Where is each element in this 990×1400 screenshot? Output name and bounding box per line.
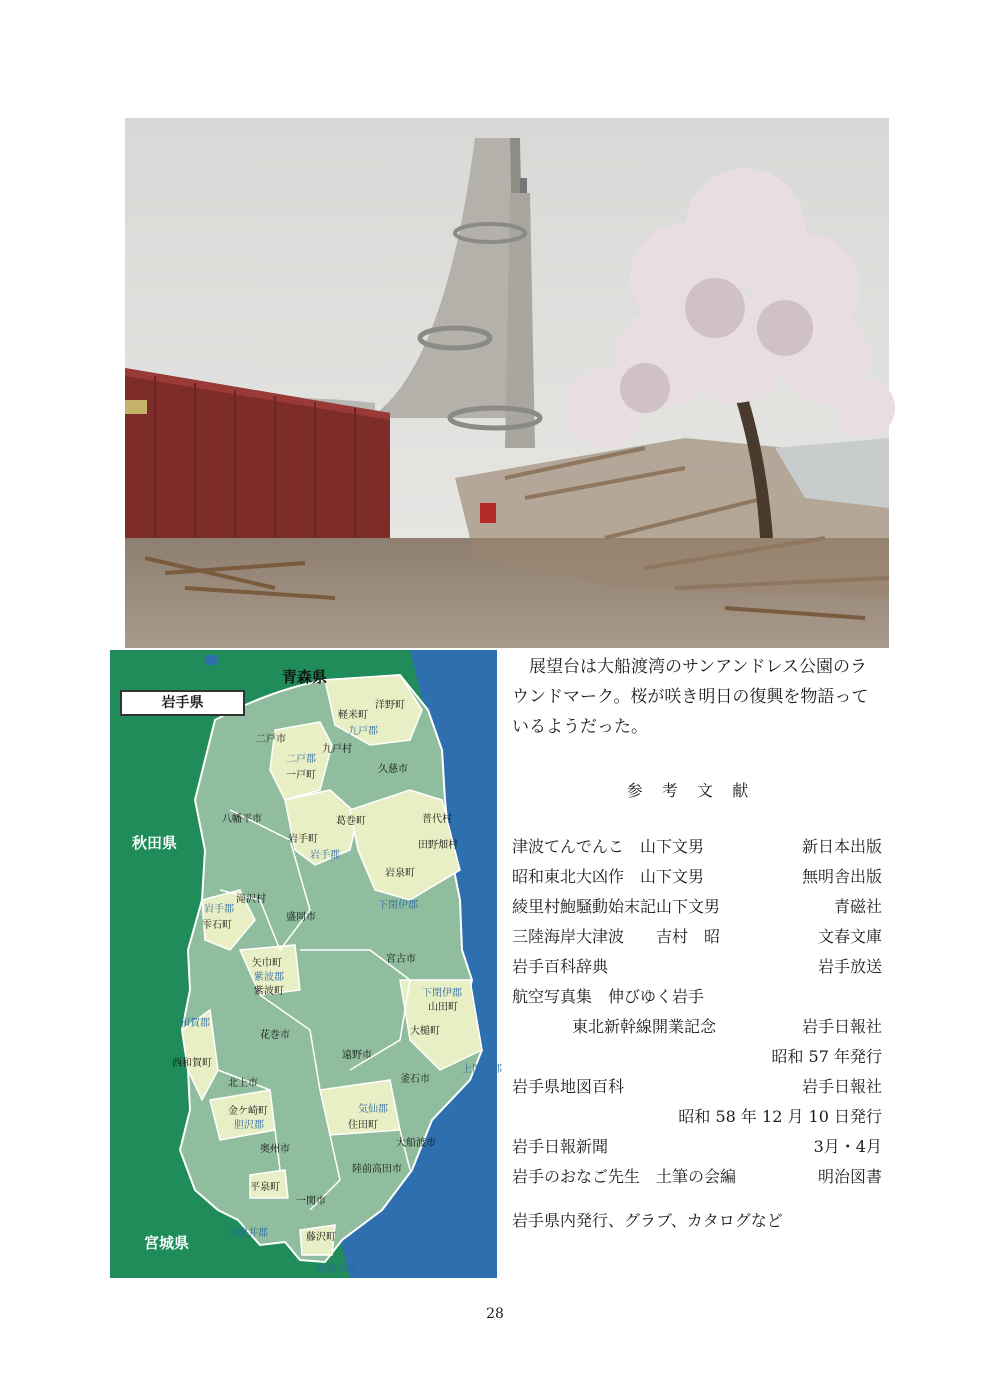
ref-publisher: 3月・4月 xyxy=(813,1137,882,1156)
place-label: 二戸郡 xyxy=(286,754,316,765)
place-label: 久慈市 xyxy=(378,764,408,775)
place-label: 住田町 xyxy=(348,1120,378,1131)
ref-date: 昭和 57 年発行 xyxy=(771,1047,882,1066)
place-label: 和賀郡 xyxy=(180,1018,210,1029)
ref-title: 綾里村鮑騒動始末記山下文男 xyxy=(512,897,721,916)
ref-date: 昭和 58 年 12 月 10 日発行 xyxy=(678,1107,882,1126)
place-label: 岩手郡 xyxy=(310,850,340,861)
photo-caption: 展望台は大船渡湾のサンアンドレス公園のラウンドマーク。桜が咲き明日の復興を物語っているようだった。 xyxy=(512,657,869,737)
place-label: 普代村 xyxy=(422,814,452,825)
ref-title: 昭和東北大凶作 山下文男 xyxy=(512,867,705,886)
place-label: 下閉伊郡 xyxy=(378,900,418,911)
place-label: 大船渡市 xyxy=(396,1138,436,1149)
ref-publisher: 無明舎出版 xyxy=(801,867,882,886)
place-label: 一関市 xyxy=(296,1196,326,1207)
place-label: 九戸郡 xyxy=(348,726,378,737)
photo-illustration xyxy=(125,118,889,648)
ref-publisher: 青磁社 xyxy=(833,897,882,916)
ref-publisher: 新日本出版 xyxy=(801,837,882,856)
place-label: 田野畑村 xyxy=(418,840,458,851)
place-label: 紫波郡 xyxy=(254,972,284,983)
place-label: 岩泉町 xyxy=(385,868,415,879)
label-akita: 秋田県 xyxy=(132,834,178,852)
ref-publisher: 文春文庫 xyxy=(817,927,882,946)
ref-title: 岩手日報新聞 xyxy=(512,1137,609,1156)
ref-title: 岩手県地図百科 xyxy=(512,1077,625,1096)
place-label: 西磐井郡 xyxy=(228,1228,268,1239)
place-label: 九戸郡 xyxy=(452,772,482,783)
place-label: 葛巻町 xyxy=(336,816,366,827)
place-label: 藤沢町 xyxy=(306,1232,336,1243)
place-label: 雫石町 xyxy=(202,920,232,931)
reference-row xyxy=(512,832,882,862)
place-label: 大槌町 xyxy=(410,1026,440,1037)
place-label: 花巻市 xyxy=(260,1030,290,1041)
iwate-map xyxy=(110,650,502,1278)
references-heading: 参考文献 xyxy=(626,781,768,800)
place-label: 宮古市 xyxy=(386,954,416,965)
ref-title: 岩手のおなご先生 土筆の会編 xyxy=(512,1167,737,1186)
reference-row xyxy=(512,922,882,952)
ref-publisher: 岩手日報社 xyxy=(801,1077,882,1096)
place-label: 岩手町 xyxy=(288,834,318,845)
place-label: 洋野町 xyxy=(375,700,405,711)
place-label: 陸前高田市 xyxy=(352,1164,402,1175)
place-label: 北上市 xyxy=(228,1078,258,1089)
reference-row xyxy=(512,982,882,1012)
place-label: 平泉町 xyxy=(250,1182,280,1193)
place-label: 滝沢村 xyxy=(236,894,266,905)
reference-row xyxy=(512,1072,882,1102)
page-number: 28 xyxy=(486,1306,504,1322)
ref-title: 航空写真集 伸びゆく岩手 xyxy=(512,987,705,1006)
reference-row xyxy=(512,862,882,892)
place-label: 八幡平市 xyxy=(222,814,262,825)
photo-observation-tower xyxy=(125,118,889,648)
map-illustration xyxy=(110,650,497,1278)
place-label: 遠野市 xyxy=(342,1050,372,1061)
reference-row xyxy=(512,1206,882,1236)
reference-row xyxy=(512,1132,882,1162)
ref-publisher: 明治図書 xyxy=(817,1167,882,1186)
place-label: 岩手郡 xyxy=(204,904,234,915)
place-label: 金ケ崎町 xyxy=(228,1106,268,1117)
map-key-label: 岩手県 xyxy=(120,690,245,716)
place-label: 奥州市 xyxy=(260,1144,290,1155)
place-label: 山田町 xyxy=(428,1002,458,1013)
ref-title: 三陸海岸大津波 吉村 昭 xyxy=(512,927,721,946)
ref-publisher: 岩手放送 xyxy=(817,957,882,976)
place-label: 一戸町 xyxy=(286,770,316,781)
text-column xyxy=(512,652,882,1236)
reference-row xyxy=(512,1042,882,1072)
place-label: 盛岡市 xyxy=(286,912,316,923)
place-label: 気仙郡 xyxy=(358,1104,388,1115)
place-label: 釜石市 xyxy=(400,1074,430,1085)
place-label: 軽米町 xyxy=(338,710,368,721)
reference-row xyxy=(512,1162,882,1192)
place-label: 胆沢郡 xyxy=(234,1120,264,1131)
label-aomori: 青森県 xyxy=(282,668,328,686)
ref-title: 津波てんでんこ 山下文男 xyxy=(512,837,705,856)
place-label: 西和賀町 xyxy=(172,1058,212,1069)
reference-row xyxy=(512,892,882,922)
place-label: 東磐井郡 xyxy=(316,1264,356,1275)
place-label: 矢巾町 xyxy=(252,958,282,969)
place-label: 上閉伊郡 xyxy=(462,1064,502,1075)
ref-title: 岩手百科辞典 xyxy=(512,957,609,976)
place-label: 紫波町 xyxy=(254,986,284,997)
place-label: 下閉伊郡 xyxy=(422,988,462,999)
place-label: 九戸村 xyxy=(322,744,352,755)
ref-title: 岩手県内発行、グラブ、カタログなど xyxy=(512,1211,783,1230)
place-label: 二戸市 xyxy=(256,734,286,745)
reference-row xyxy=(512,1012,882,1042)
ref-title: 東北新幹線開業記念 xyxy=(572,1017,717,1036)
label-miyagi: 宮城県 xyxy=(144,1234,190,1252)
ref-publisher: 岩手日報社 xyxy=(801,1017,882,1036)
reference-row xyxy=(512,952,882,982)
reference-row xyxy=(512,1102,882,1132)
